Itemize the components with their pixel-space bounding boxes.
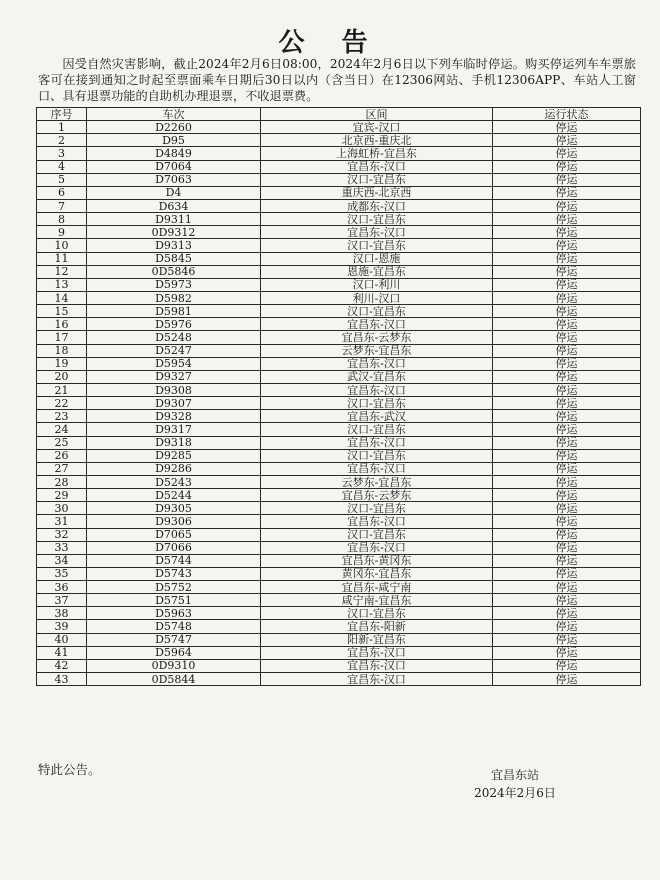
table-row <box>37 567 641 580</box>
cell-status: 停运 <box>493 581 641 594</box>
table-row <box>37 489 641 502</box>
signature-block <box>440 766 590 802</box>
table-row <box>37 252 641 265</box>
cell-train: D5743 <box>87 567 261 580</box>
table-row <box>37 554 641 567</box>
cell-train: D4849 <box>87 147 261 160</box>
cell-train: D9307 <box>87 397 261 410</box>
table-row <box>37 226 641 239</box>
cell-route: 宜昌东-汉口 <box>261 226 493 239</box>
cell-route: 云梦东-宜昌东 <box>261 344 493 357</box>
cell-train: D5751 <box>87 594 261 607</box>
cell-status: 停运 <box>493 357 641 370</box>
table-row <box>37 265 641 278</box>
notice-title: 公 告 <box>278 28 382 58</box>
cell-route: 宜昌东-汉口 <box>261 383 493 396</box>
cell-seq: 28 <box>37 475 87 488</box>
cell-route: 宜昌东-汉口 <box>261 436 493 449</box>
cell-seq: 2 <box>37 134 87 147</box>
header-train: 车次 <box>87 108 261 121</box>
cell-status: 停运 <box>493 397 641 410</box>
cell-status: 停运 <box>493 370 641 383</box>
cell-status: 停运 <box>493 173 641 186</box>
cell-train: D95 <box>87 134 261 147</box>
cell-route: 汉口-宜昌东 <box>261 239 493 252</box>
cell-status: 停运 <box>493 646 641 659</box>
cell-status: 停运 <box>493 121 641 134</box>
cell-status: 停运 <box>493 239 641 252</box>
table-row <box>37 502 641 515</box>
cell-seq: 43 <box>37 673 87 686</box>
cell-train: D9308 <box>87 383 261 396</box>
cell-status: 停运 <box>493 515 641 528</box>
cell-route: 宜昌东-汉口 <box>261 160 493 173</box>
cell-train: D9305 <box>87 502 261 515</box>
cell-route: 汉口-宜昌东 <box>261 397 493 410</box>
cell-seq: 13 <box>37 278 87 291</box>
cell-status: 停运 <box>493 489 641 502</box>
cell-seq: 17 <box>37 331 87 344</box>
cell-status: 停运 <box>493 541 641 554</box>
cell-seq: 42 <box>37 659 87 672</box>
cell-seq: 10 <box>37 239 87 252</box>
cell-status: 停运 <box>493 291 641 304</box>
cell-route: 汉口-恩施 <box>261 252 493 265</box>
cell-seq: 18 <box>37 344 87 357</box>
cell-route: 黄冈东-宜昌东 <box>261 567 493 580</box>
cell-train: D7065 <box>87 528 261 541</box>
table-row <box>37 462 641 475</box>
cell-route: 汉口-宜昌东 <box>261 502 493 515</box>
cell-route: 北京西-重庆北 <box>261 134 493 147</box>
cell-train: D5963 <box>87 607 261 620</box>
cell-status: 停运 <box>493 659 641 672</box>
cell-train: D5748 <box>87 620 261 633</box>
cell-route: 汉口-宜昌东 <box>261 528 493 541</box>
table-row <box>37 397 641 410</box>
cell-train: D9318 <box>87 436 261 449</box>
table-row <box>37 134 641 147</box>
cell-status: 停运 <box>493 462 641 475</box>
cell-train: D5747 <box>87 633 261 646</box>
cell-seq: 8 <box>37 213 87 226</box>
table-row <box>37 173 641 186</box>
cell-seq: 41 <box>37 646 87 659</box>
cell-train: D7063 <box>87 173 261 186</box>
cell-route: 宜昌东-汉口 <box>261 318 493 331</box>
table-row <box>37 515 641 528</box>
cell-route: 宜昌东-汉口 <box>261 659 493 672</box>
notice-date: 2024年2月6日 <box>474 786 556 800</box>
cell-route: 宜昌东-咸宁南 <box>261 581 493 594</box>
cell-status: 停运 <box>493 160 641 173</box>
cell-seq: 6 <box>37 186 87 199</box>
cell-status: 停运 <box>493 134 641 147</box>
cell-train: D5954 <box>87 357 261 370</box>
cell-seq: 21 <box>37 383 87 396</box>
table-row <box>37 659 641 672</box>
cell-train: 0D5846 <box>87 265 261 278</box>
cell-route: 宜昌东-阳新 <box>261 620 493 633</box>
cell-route: 宜昌东-汉口 <box>261 462 493 475</box>
cell-route: 宜昌东-云梦东 <box>261 489 493 502</box>
cell-route: 宜昌东-汉口 <box>261 646 493 659</box>
cell-seq: 5 <box>37 173 87 186</box>
table-row <box>37 291 641 304</box>
cell-status: 停运 <box>493 475 641 488</box>
cell-status: 停运 <box>493 213 641 226</box>
cell-seq: 4 <box>37 160 87 173</box>
cell-status: 停运 <box>493 147 641 160</box>
cell-seq: 12 <box>37 265 87 278</box>
cell-train: D9317 <box>87 423 261 436</box>
cell-train: D5248 <box>87 331 261 344</box>
suspended-trains-table <box>36 107 641 686</box>
table-row <box>37 528 641 541</box>
cell-route: 上海虹桥-宜昌东 <box>261 147 493 160</box>
cell-route: 武汉-宜昌东 <box>261 370 493 383</box>
cell-status: 停运 <box>493 305 641 318</box>
cell-train: D5981 <box>87 305 261 318</box>
cell-train: D5243 <box>87 475 261 488</box>
cell-route: 成都东-汉口 <box>261 199 493 212</box>
cell-train: D5973 <box>87 278 261 291</box>
cell-train: D5244 <box>87 489 261 502</box>
cell-route: 宜昌东-汉口 <box>261 357 493 370</box>
table-row <box>37 541 641 554</box>
cell-train: D7064 <box>87 160 261 173</box>
table-row <box>37 581 641 594</box>
cell-route: 阳新-宜昌东 <box>261 633 493 646</box>
cell-status: 停运 <box>493 502 641 515</box>
cell-train: D4 <box>87 186 261 199</box>
cell-seq: 22 <box>37 397 87 410</box>
notice-intro: 因受自然灾害影响，截止2024年2月6日08:00，2024年2月6日以下列车临时停运。购买停运列车车票旅客可在接到通知之时起至票面乘车日期后30日以内（含当日）在12306网站、手机12306APP、车站人工窗口、具有退票功能的自助机办理退票，不收退票费。 <box>38 57 636 103</box>
cell-seq: 19 <box>37 357 87 370</box>
cell-seq: 40 <box>37 633 87 646</box>
table-row <box>37 475 641 488</box>
cell-seq: 24 <box>37 423 87 436</box>
cell-train: D5752 <box>87 581 261 594</box>
cell-status: 停运 <box>493 567 641 580</box>
station-name: 宜昌东站 <box>490 768 539 782</box>
table-row <box>37 344 641 357</box>
cell-route: 宜昌东-黄冈东 <box>261 554 493 567</box>
header-status: 运行状态 <box>493 108 641 121</box>
cell-status: 停运 <box>493 318 641 331</box>
cell-train: D9306 <box>87 515 261 528</box>
cell-status: 停运 <box>493 265 641 278</box>
cell-seq: 35 <box>37 567 87 580</box>
cell-seq: 33 <box>37 541 87 554</box>
cell-status: 停运 <box>493 278 641 291</box>
cell-route: 汉口-宜昌东 <box>261 449 493 462</box>
cell-seq: 11 <box>37 252 87 265</box>
cell-route: 宜昌东-汉口 <box>261 673 493 686</box>
cell-seq: 7 <box>37 199 87 212</box>
cell-status: 停运 <box>493 423 641 436</box>
table-row <box>37 147 641 160</box>
cell-status: 停运 <box>493 633 641 646</box>
table-row <box>37 370 641 383</box>
cell-train: D9313 <box>87 239 261 252</box>
cell-seq: 1 <box>37 121 87 134</box>
cell-seq: 39 <box>37 620 87 633</box>
cell-train: 0D5844 <box>87 673 261 686</box>
cell-train: D5976 <box>87 318 261 331</box>
cell-status: 停运 <box>493 331 641 344</box>
table-row <box>37 633 641 646</box>
cell-route: 云梦东-宜昌东 <box>261 475 493 488</box>
table-row <box>37 620 641 633</box>
cell-seq: 34 <box>37 554 87 567</box>
table-row <box>37 357 641 370</box>
cell-train: D9311 <box>87 213 261 226</box>
cell-train: D5247 <box>87 344 261 357</box>
cell-route: 利川-汉口 <box>261 291 493 304</box>
cell-seq: 15 <box>37 305 87 318</box>
cell-route: 恩施-宜昌东 <box>261 265 493 278</box>
cell-route: 宜昌东-汉口 <box>261 541 493 554</box>
cell-train: D9285 <box>87 449 261 462</box>
table-row <box>37 423 641 436</box>
cell-status: 停运 <box>493 226 641 239</box>
cell-seq: 36 <box>37 581 87 594</box>
cell-seq: 14 <box>37 291 87 304</box>
cell-route: 咸宁南-宜昌东 <box>261 594 493 607</box>
cell-status: 停运 <box>493 344 641 357</box>
closing-text: 特此公告。 <box>38 762 101 777</box>
table-row <box>37 594 641 607</box>
cell-train: D9286 <box>87 462 261 475</box>
table-row <box>37 160 641 173</box>
cell-train: D5744 <box>87 554 261 567</box>
table-row <box>37 436 641 449</box>
cell-train: D5982 <box>87 291 261 304</box>
cell-seq: 27 <box>37 462 87 475</box>
table-row <box>37 199 641 212</box>
table-row <box>37 383 641 396</box>
cell-route: 宜昌东-武汉 <box>261 410 493 423</box>
cell-route: 宜昌东-汉口 <box>261 515 493 528</box>
cell-seq: 23 <box>37 410 87 423</box>
cell-status: 停运 <box>493 528 641 541</box>
cell-status: 停运 <box>493 436 641 449</box>
table-row <box>37 239 641 252</box>
table-row <box>37 331 641 344</box>
cell-route: 汉口-宜昌东 <box>261 423 493 436</box>
cell-seq: 20 <box>37 370 87 383</box>
cell-status: 停运 <box>493 383 641 396</box>
cell-status: 停运 <box>493 186 641 199</box>
cell-train: 0D9310 <box>87 659 261 672</box>
table-header-row <box>37 108 641 121</box>
cell-seq: 26 <box>37 449 87 462</box>
cell-train: D5845 <box>87 252 261 265</box>
table-row <box>37 121 641 134</box>
cell-status: 停运 <box>493 554 641 567</box>
cell-seq: 25 <box>37 436 87 449</box>
cell-seq: 30 <box>37 502 87 515</box>
table-row <box>37 278 641 291</box>
cell-route: 汉口-利川 <box>261 278 493 291</box>
cell-route: 汉口-宜昌东 <box>261 213 493 226</box>
cell-train: D7066 <box>87 541 261 554</box>
cell-route: 宜昌东-云梦东 <box>261 331 493 344</box>
cell-seq: 3 <box>37 147 87 160</box>
cell-status: 停运 <box>493 594 641 607</box>
table-row <box>37 673 641 686</box>
cell-train: D9327 <box>87 370 261 383</box>
table-row <box>37 449 641 462</box>
header-seq: 序号 <box>37 108 87 121</box>
table-row <box>37 607 641 620</box>
cell-seq: 37 <box>37 594 87 607</box>
table-row <box>37 410 641 423</box>
cell-status: 停运 <box>493 607 641 620</box>
cell-seq: 31 <box>37 515 87 528</box>
header-route: 区间 <box>261 108 493 121</box>
cell-train: D634 <box>87 199 261 212</box>
cell-seq: 9 <box>37 226 87 239</box>
cell-route: 汉口-宜昌东 <box>261 305 493 318</box>
table-row <box>37 646 641 659</box>
table-row <box>37 318 641 331</box>
cell-route: 汉口-宜昌东 <box>261 173 493 186</box>
cell-status: 停运 <box>493 449 641 462</box>
cell-seq: 38 <box>37 607 87 620</box>
cell-route: 宜宾-汉口 <box>261 121 493 134</box>
cell-train: D5964 <box>87 646 261 659</box>
table-row <box>37 305 641 318</box>
cell-status: 停运 <box>493 252 641 265</box>
cell-train: D9328 <box>87 410 261 423</box>
cell-status: 停运 <box>493 410 641 423</box>
cell-train: 0D9312 <box>87 226 261 239</box>
cell-route: 汉口-宜昌东 <box>261 607 493 620</box>
table-row <box>37 213 641 226</box>
cell-status: 停运 <box>493 620 641 633</box>
table-row <box>37 186 641 199</box>
cell-route: 重庆西-北京西 <box>261 186 493 199</box>
cell-seq: 29 <box>37 489 87 502</box>
cell-status: 停运 <box>493 673 641 686</box>
cell-seq: 32 <box>37 528 87 541</box>
cell-status: 停运 <box>493 199 641 212</box>
cell-train: D2260 <box>87 121 261 134</box>
cell-seq: 16 <box>37 318 87 331</box>
